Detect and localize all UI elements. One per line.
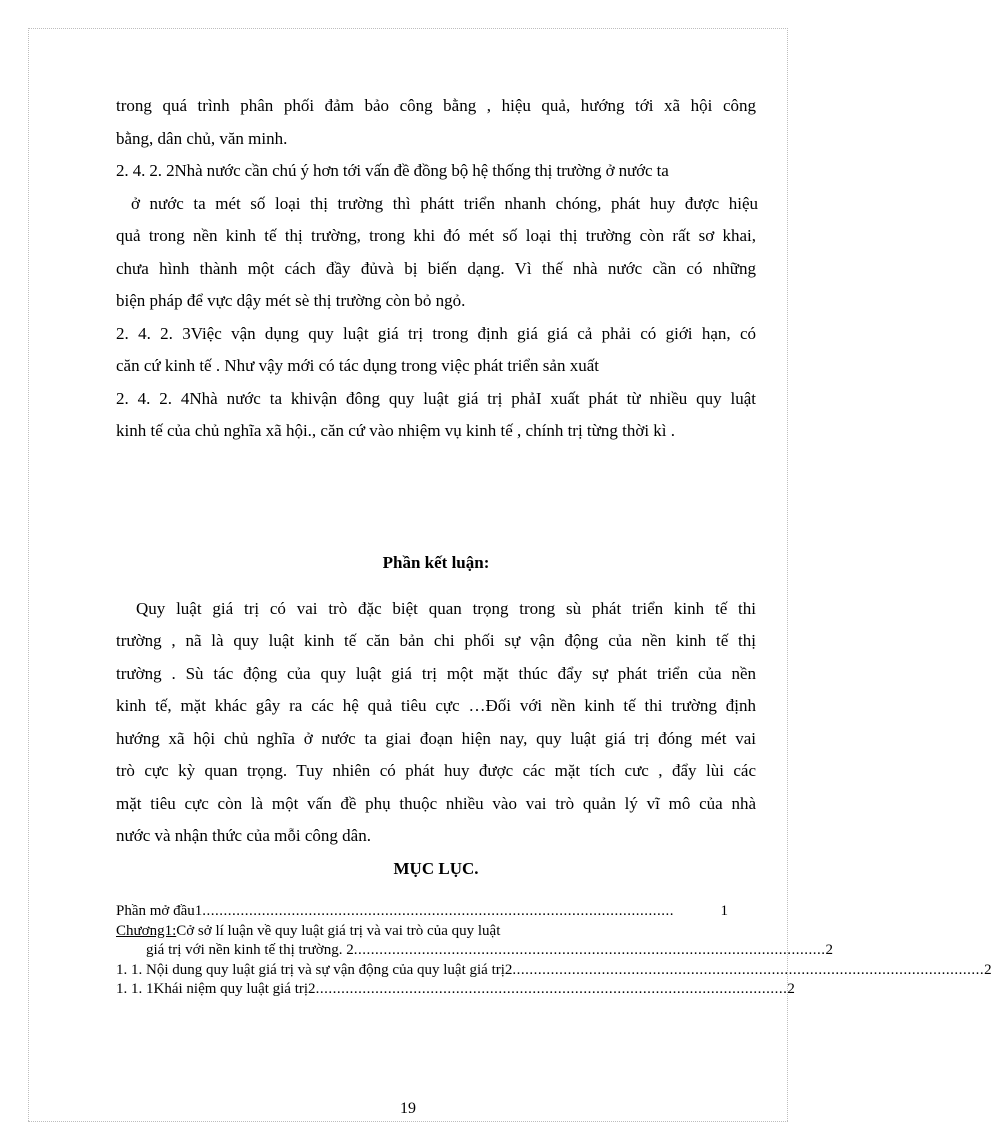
conclusion-line: hướng xã hội chủ nghĩa ở nước ta giai đoạn hiện nay, quy luật giá trị đóng mét vai [116,728,756,748]
page-bottom-rule [28,1121,788,1122]
section-2-4-2-4: 2. 4. 2. 4Nhà nước ta khivận đông quy luật giá trị phảI xuất phát từ nhiều quy luật [116,388,756,408]
toc-entry-title: giá trị với nền kinh tế thị trường. 2 [146,942,354,958]
text-line: căn cứ kinh tế . Như vậy mới có tác dụng trong việc phát triển sản xuất [116,356,599,375]
table-of-contents [116,902,992,1000]
page-number: 19 [400,1100,416,1117]
toc-entry[interactable] [116,980,795,1000]
conclusion-line: nước và nhận thức của mỗi công dân. [116,826,371,845]
conclusion-line: mặt tiêu cực còn là một vấn đề phụ thuộc nhiều vào vai trò quản lý vĩ mô của nhà [116,793,756,813]
section-2-4-2-2: 2. 4. 2. 2Nhà nước cần chú ý hơn tới vấn đề đồng bộ hệ thống thị trường ở nước ta [116,161,669,180]
text-line: ở nước ta mét số loại thị trường thì phátt triển nhanh chóng, phát huy được hiệu [131,193,758,213]
conclusion-heading: Phần kết luận: [382,552,490,572]
toc-page-number: 2 [787,981,795,997]
conclusion-line: trò cực kỳ quan trọng. Tuy nhiên có phát huy được các mặt tích cưc , đẩy lùi các [116,761,756,780]
toc-entry-title: Cở sở lí luận về quy luật giá trị và vai trò của quy luật [176,922,501,939]
toc-page-number: 1 [720,903,728,919]
toc-page-number: 2 [825,942,833,958]
toc-heading: MỤC LỤC. [393,858,479,878]
conclusion-line: trường , nã là quy luật kinh tế căn bản chi phối sự vận động của nền kinh tế thị [116,631,756,650]
toc-entry-title: 1. 1. 1Khái niệm quy luật giá trị2 [116,981,316,997]
text-line: biện pháp để vực dậy mét sè thị trường còn bỏ ngỏ. [116,291,466,310]
toc-entry[interactable] [116,941,833,961]
toc-leader-dots: ............................................................................................................... [315,981,788,997]
toc-entry-title: Phần mở đầu1 [116,903,203,919]
toc-page-number: 2 [984,961,992,978]
toc-leader-dots: ............................................................................................................... [202,903,675,919]
toc-chapter-label: Chương1: [116,922,177,939]
toc-entry[interactable] [116,902,728,922]
toc-entry[interactable] [116,922,728,942]
toc-entry[interactable] [116,961,992,981]
text-line: bằng, dân chủ, văn minh. [116,128,288,148]
toc-entry-title: 1. 1. Nội dung quy luật giá trị và sự vận động của quy luật giá trị2 [116,961,513,978]
toc-leader-dots: ............................................................................................................... [353,942,826,958]
conclusion-line: Quy luật giá trị có vai trò đặc biệt quan trọng trong sù phát triển kinh tế thi [136,598,756,618]
text-line: quả trong nền kinh tế thị trường, trong khi đó mét số loại thị trường còn rất sơ khai, [116,226,756,245]
text-line: kinh tế của chủ nghĩa xã hội., căn cứ vào nhiệm vụ kinh tế , chính trị từng thời kì . [116,421,676,440]
toc-leader-dots: ............................................................................................................... [512,961,985,978]
section-2-4-2-3: 2. 4. 2. 3Việc vận dụng quy luật giá trị trong định giá giá cả phải có giới hạn, có [116,323,756,343]
conclusion-line: trường . Sù tác động của quy luật giá trị một mặt thúc đẩy sự phát triển của nền [116,663,756,683]
conclusion-line: kinh tế, mặt khác gây ra các hệ quả tiêu cực …Đối với nền kinh tế thi trường định [116,696,756,715]
text-line: chưa hình thành một cách đầy đủvà bị biến dạng. Vì thế nhà nước cần có những [116,258,756,278]
document-body [116,90,756,881]
text-line: trong quá trình phân phối đảm bảo công bằng , hiệu quả, hướng tới xã hội công [116,96,756,115]
